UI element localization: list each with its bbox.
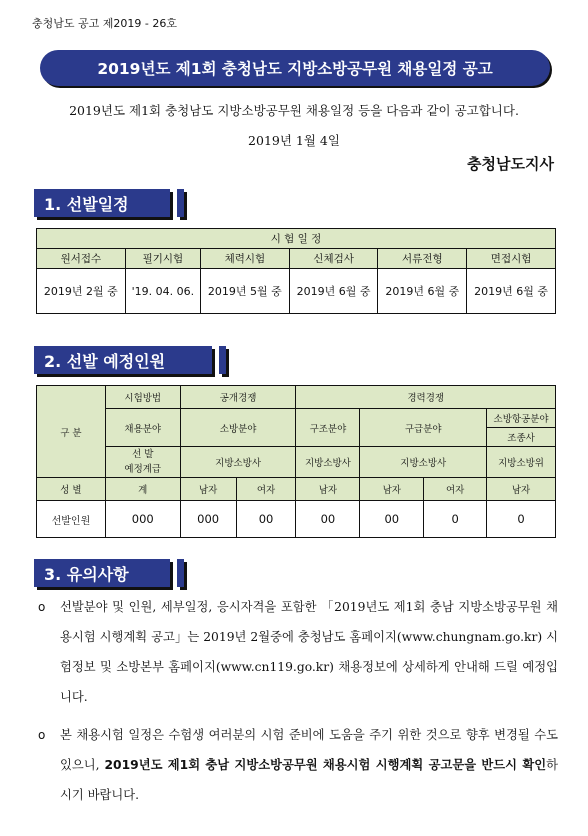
note-item <box>38 720 558 810</box>
quota-table <box>36 385 556 538</box>
rank-rescue: 지방소방사 <box>360 447 487 478</box>
section-heading-schedule: 1. 선발일정 <box>34 189 170 217</box>
rank-label-line2: 예정계급 <box>124 464 162 475</box>
row-label: 선발인원 <box>37 501 106 538</box>
schedule-header: 서류전형 <box>378 249 467 269</box>
pilot-field: 조종사 <box>487 428 556 447</box>
issuer: 충청남도지사 <box>467 155 554 173</box>
schedule-band: 시 험 일 정 <box>37 229 556 249</box>
notes-list <box>38 592 558 810</box>
note-text: 본 채용시험 일정은 수험생 여러분의 시험 준비에 도움을 주기 위한 것으로 향후 변경될 수도 있으니, <box>60 728 558 772</box>
schedule-value: 2019년 6월 중 <box>289 269 378 314</box>
schedule-header: 면접시험 <box>467 249 556 269</box>
note-emphasis: 2019년도 제1회 충남 지방소방공무원 채용시험 시행계획 공고문을 반드시 확인 <box>104 758 547 772</box>
gubun-cell: 구 분 <box>37 386 106 478</box>
gender-label: 성 별 <box>37 478 106 501</box>
note-item <box>38 592 558 712</box>
aviation-field: 소방항공분야 <box>487 409 556 428</box>
rank-aviation: 지방소방위 <box>487 447 556 478</box>
quota-value: 00 <box>236 501 296 538</box>
schedule-value: 2019년 6월 중 <box>467 269 556 314</box>
gender-cell: 남자 <box>296 478 360 501</box>
page-title: 2019년도 제1회 충청남도 지방소방공무원 채용일정 공고 <box>40 50 550 86</box>
rank-struct: 지방소방사 <box>296 447 360 478</box>
note-text: 선발분야 및 인원, 세부일정, 응시자격을 포함한 「2019년도 제1회 충남 지방소방공무원 채용시험 시행계획 공고」는 2019년 2월중에 충청남도 홈페이지(www.chungnam.go.kr) 시험정보 및 소방본부 홈페이지(www.cn119.go.kr) 채용정보에 상세하게 안내해 드릴 예정입니다. <box>60 600 558 704</box>
exam-method-label: 시험방법 <box>105 386 180 409</box>
career-competition: 경력경쟁 <box>296 386 556 409</box>
open-competition: 공개경쟁 <box>180 386 296 409</box>
field-label: 채용분야 <box>105 409 180 447</box>
schedule-header: 신체검사 <box>289 249 378 269</box>
gender-cell: 여자 <box>424 478 487 501</box>
rank-open: 지방소방사 <box>180 447 296 478</box>
gender-cell: 남자 <box>487 478 556 501</box>
bullet-icon: o <box>38 600 46 614</box>
quota-value: 00 <box>296 501 360 538</box>
schedule-header: 원서접수 <box>37 249 126 269</box>
rank-label-line1: 선 발 <box>132 449 154 460</box>
struct-field: 구조분야 <box>296 409 360 447</box>
intro-text: 2019년도 제1회 충청남도 지방소방공무원 채용일정 등을 다음과 같이 공고합니다. <box>69 103 519 118</box>
schedule-header: 체력시험 <box>200 249 289 269</box>
section-heading-notes: 3. 유의사항 <box>34 559 170 587</box>
gender-cell: 남자 <box>360 478 424 501</box>
schedule-header: 필기시험 <box>125 249 200 269</box>
quota-value: 0 <box>487 501 556 538</box>
section-heading-quota: 2. 선발 예정인원 <box>34 346 212 374</box>
note-text-end: 하시기 바랍니다. <box>60 758 558 802</box>
notice-date: 2019년 1월 4일 <box>248 133 340 148</box>
schedule-value: 2019년 5월 중 <box>200 269 289 314</box>
quota-value: 000 <box>105 501 180 538</box>
schedule-value: 2019년 6월 중 <box>378 269 467 314</box>
quota-value: 000 <box>180 501 236 538</box>
rank-label <box>105 447 180 478</box>
gender-cell: 여자 <box>236 478 296 501</box>
schedule-value: '19. 04. 06. <box>125 269 200 314</box>
fire-field: 소방분야 <box>180 409 296 447</box>
bullet-icon: o <box>38 728 46 742</box>
notice-number: 충청남도 공고 제2019 - 26호 <box>32 17 177 30</box>
schedule-table <box>36 228 556 314</box>
total-label: 계 <box>105 478 180 501</box>
rescue-field: 구급분야 <box>360 409 487 447</box>
quota-value: 0 <box>424 501 487 538</box>
quota-value: 00 <box>360 501 424 538</box>
gender-cell: 남자 <box>180 478 236 501</box>
schedule-value: 2019년 2월 중 <box>37 269 126 314</box>
